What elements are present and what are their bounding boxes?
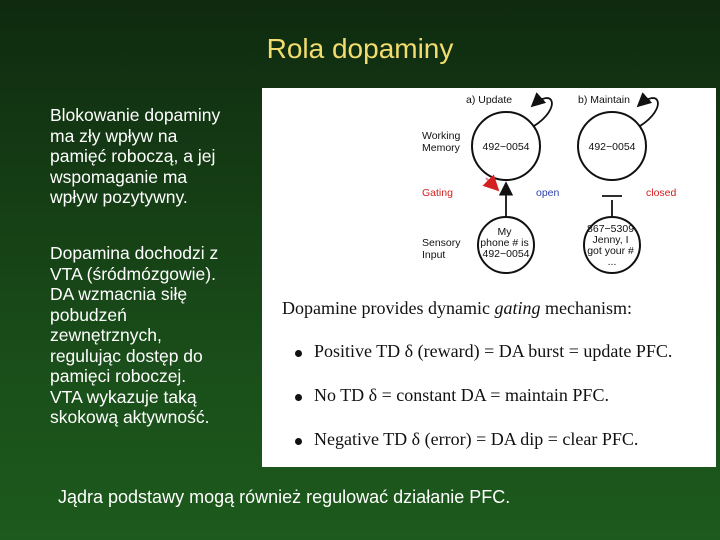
bullet-negative-td: Negative TD δ (error) = DA dip = clear PFC. [314, 429, 639, 449]
text-line: pamięci roboczej. [50, 366, 187, 386]
bullet-no-td: No TD δ = constant DA = maintain PFC. [314, 385, 609, 405]
input-text-b: 867−5309 Jenny, I got your # ... [587, 223, 635, 268]
memory-value-b: 492−0054 [588, 141, 636, 153]
left-paragraph-2 [50, 243, 265, 428]
footer-text: Jądra podstawy mogą również regulować działanie PFC. [58, 487, 511, 507]
text-line: pamięć roboczą, a jej [50, 146, 216, 166]
figure-panel [262, 88, 716, 467]
panel-b-label: b) Maintain [578, 94, 630, 106]
text-line: regulując dostęp do [50, 345, 203, 366]
text-line: Dopamina dochodzi z [50, 243, 219, 263]
self-loop-a [532, 98, 552, 126]
gating-arrow [486, 178, 498, 190]
sensory-input-label: Sensory Input [422, 237, 461, 261]
heading-emphasis: gating [494, 298, 541, 318]
text-line: wspomaganie ma [50, 166, 188, 187]
input-text-a: My phone # is 492−0054 [480, 226, 530, 260]
gating-diagram [262, 88, 716, 288]
text-line: DA wzmacnia siłę [50, 284, 188, 304]
text-line: Blokowanie dopaminy [50, 105, 221, 125]
heading-text: Dopamine provides dynamic [282, 298, 495, 318]
gating-label: Gating [422, 187, 453, 199]
bullet-dot [295, 438, 302, 445]
bullet-dot [295, 350, 302, 357]
gating-heading [282, 298, 632, 319]
gate-state-b: closed [646, 187, 677, 199]
gate-state-a: open [536, 187, 560, 199]
memory-value-a: 492−0054 [482, 141, 530, 153]
heading-text: mechanism: [540, 298, 632, 318]
text-line: zewnętrznych, [50, 325, 162, 345]
text-line: skokową aktywność. [50, 407, 210, 427]
text-line: ma zły wpływ na [50, 125, 178, 146]
bullet-dot [295, 394, 302, 401]
text-line: pobudzeń [50, 304, 127, 325]
panel-a-label: a) Update [466, 94, 513, 106]
bullet-positive-td: Positive TD δ (reward) = DA burst = update PFC. [314, 341, 673, 361]
text-line: wpływ pozytywny. [50, 187, 188, 207]
slide-title: Rola dopaminy [266, 33, 454, 64]
self-loop-b [638, 98, 658, 126]
working-memory-label: Working Memory [422, 130, 461, 154]
text-line: VTA (śródmózgowie). [50, 263, 216, 284]
text-line: VTA wykazuje taką [50, 386, 197, 407]
left-paragraph-1 [50, 105, 260, 208]
